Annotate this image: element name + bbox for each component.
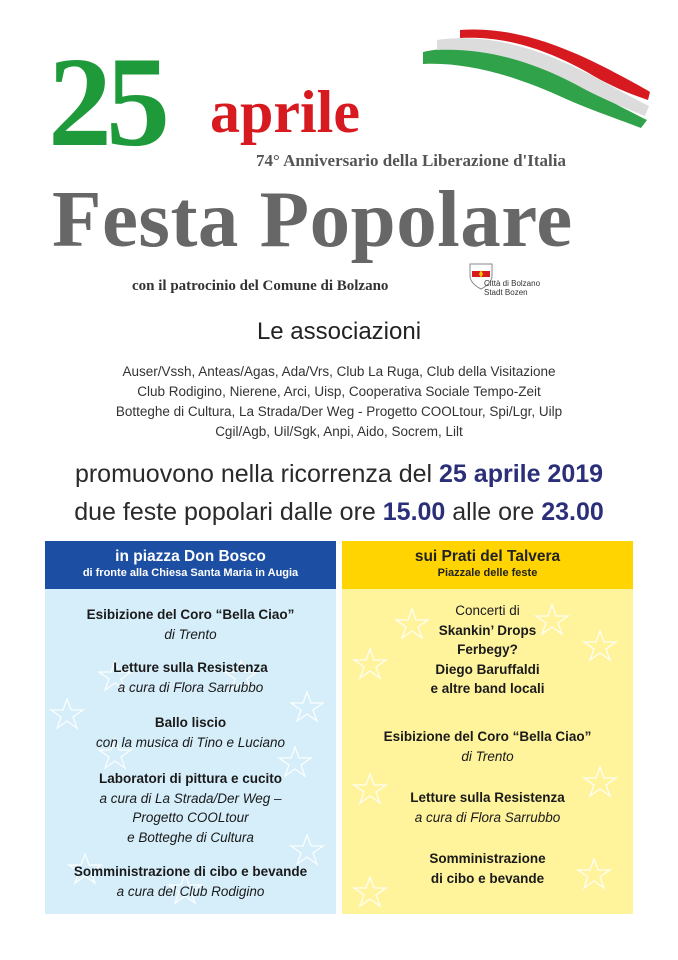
concerts-block (342, 601, 633, 699)
event-item: Letture sulla Resistenza a cura di Flora Sarrubbo (410, 790, 565, 825)
italian-flag-ribbon-icon (415, 28, 650, 128)
band-name: e altre band locali (430, 681, 545, 696)
event-date: 25 aprile 2019 (439, 460, 604, 488)
promo-line-2: due feste popolari dalle ore 15.00 alle ore 23.00 (74, 498, 604, 526)
venue-subtitle: di fronte alla Chiesa Santa Maria in Augia (82, 567, 299, 579)
start-time: 15.00 (382, 498, 446, 526)
venue-don-bosco-panel (45, 541, 336, 914)
band-name: Diego Baruffaldi (435, 661, 540, 677)
date-month: aprile (210, 79, 360, 145)
associations-line: Botteghe di Cultura, La Strada/Der Weg - Progetto COOLtour, Spi/Lgr, Uilp (115, 404, 563, 419)
page-title: Festa Popolare (52, 174, 573, 264)
venue-header (45, 541, 336, 589)
date-day: 25 (48, 31, 164, 173)
associations-list (0, 362, 678, 442)
venue-subtitle: Piazzale delle feste (437, 567, 538, 579)
promo-line-1: promuovono nella ricorrenza del 25 aprile 2019 (74, 460, 604, 488)
associations-line: Auser/Vssh, Anteas/Agas, Ada/Vrs, Club La Ruga, Club della Visitazione (122, 364, 556, 379)
associations-title: Le associazioni (256, 318, 422, 345)
concerts-label: Concerti di (455, 603, 520, 618)
event-item: Somministrazione di cibo e bevande a cura del Club Rodigino (73, 864, 308, 899)
event-item: Laboratori di pittura e cucito a cura di La Strada/Der Weg – Progetto COOLtour e Botteghe di Cultura (98, 771, 282, 845)
patronage-text: con il patrocinio del Comune di Bolzano (132, 278, 389, 294)
event-item: Esibizione del Coro “Bella Ciao” di Trento (383, 729, 592, 764)
anniversary-subtitle: 74° Anniversario della Liberazione d'Italia (256, 151, 566, 170)
associations-line: Cgil/Agb, Uil/Sgk, Anpi, Aido, Socrem, Lilt (215, 424, 463, 439)
venue-title: in piazza Don Bosco (115, 548, 266, 565)
city-logo-text: Città di Bolzano Stadt Bozen (484, 279, 541, 297)
event-item: Somministrazione di cibo e bevande (429, 851, 546, 886)
event-item: Letture sulla Resistenza a cura di Flora Sarrubbo (113, 660, 268, 695)
venue-talvera-panel (342, 541, 633, 914)
associations-line: Club Rodigino, Nierene, Arci, Uisp, Cooperativa Sociale Tempo-Zeit (137, 384, 541, 399)
venue-header (342, 541, 633, 589)
end-time: 23.00 (541, 498, 604, 526)
venue-title: sui Prati del Talvera (414, 548, 561, 565)
event-item: Esibizione del Coro “Bella Ciao” di Trento (86, 607, 295, 642)
band-name: Ferbegy? (457, 642, 518, 657)
band-name: Skankin’ Drops (438, 622, 537, 638)
event-item: Ballo liscio con la musica di Tino e Luciano (96, 715, 285, 750)
